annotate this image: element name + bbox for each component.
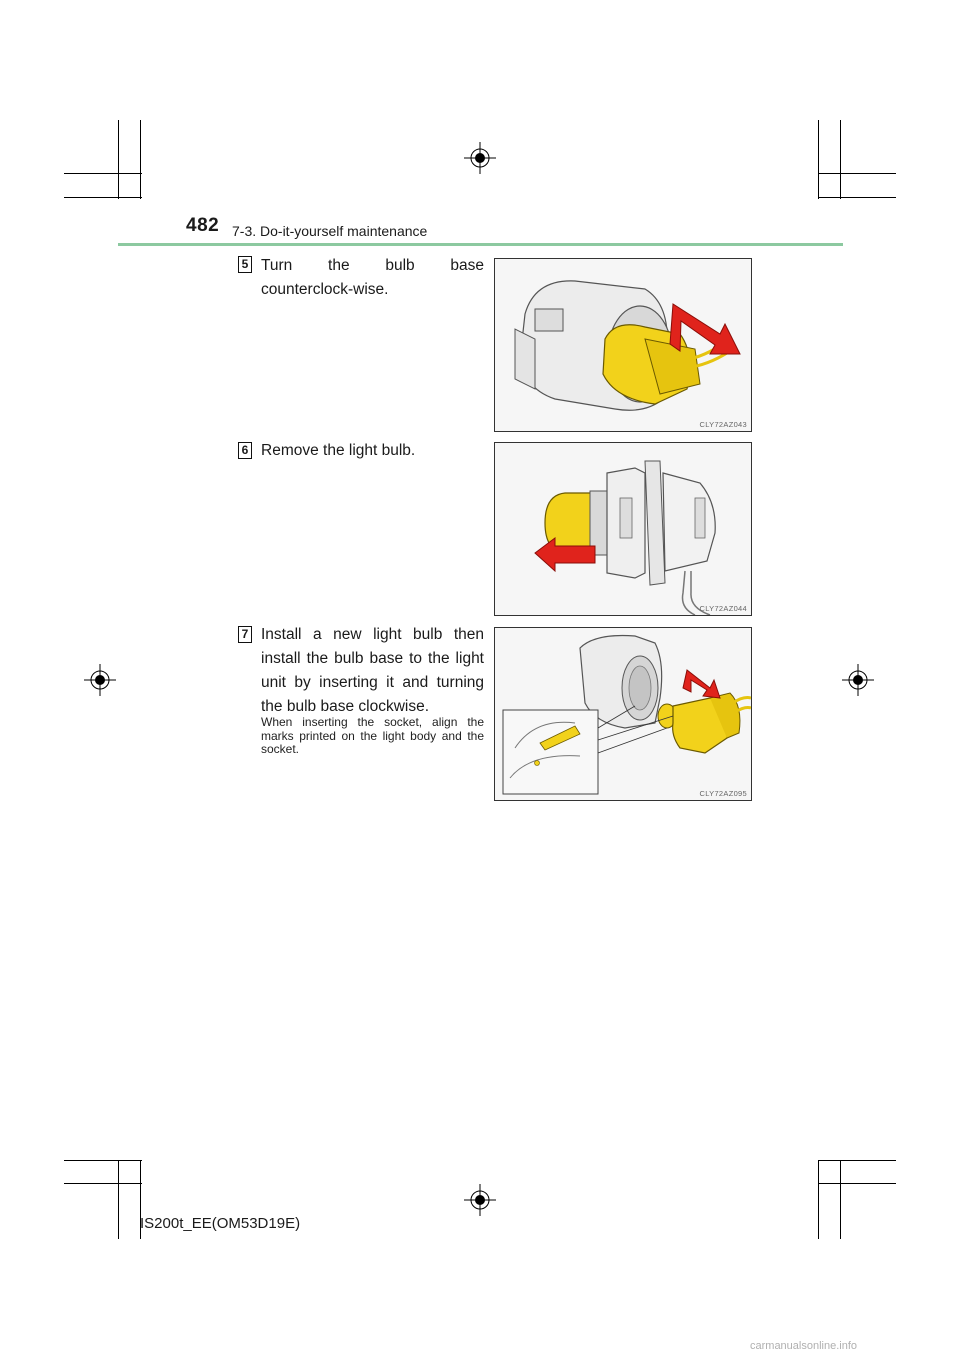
crop-mark-icon bbox=[818, 1183, 896, 1184]
crop-mark-icon bbox=[818, 1160, 819, 1239]
section-title: 7-3. Do-it-yourself maintenance bbox=[232, 223, 428, 239]
figure-code: CLY72AZ095 bbox=[699, 789, 747, 798]
step-instruction: Turn the bulb base counterclock-wise. bbox=[261, 257, 484, 298]
crop-mark-icon bbox=[840, 1160, 841, 1239]
registration-mark-icon bbox=[464, 142, 496, 174]
step-instruction: Remove the light bulb. bbox=[261, 442, 416, 459]
step-number: 5 bbox=[238, 256, 252, 273]
crop-mark-icon bbox=[118, 120, 119, 199]
figure-code: CLY72AZ043 bbox=[699, 420, 747, 429]
watermark: carmanualsonline.info bbox=[750, 1340, 858, 1352]
crop-mark-icon bbox=[64, 173, 142, 174]
crop-mark-icon bbox=[818, 120, 819, 199]
crop-mark-icon bbox=[64, 1160, 142, 1161]
page-number: 482 bbox=[186, 215, 220, 236]
step-number: 6 bbox=[238, 442, 252, 459]
figure-remove-bulb bbox=[494, 442, 752, 616]
step-instruction: Install a new light bulb then install the bulb base to the light unit by inserting it and turning the bulb base clockwise. bbox=[261, 626, 484, 715]
step-note: When inserting the socket, align the marks printed on the light body and the socket. bbox=[261, 715, 484, 756]
crop-mark-icon bbox=[64, 1183, 142, 1184]
crop-mark-icon bbox=[818, 173, 896, 174]
step-number: 7 bbox=[238, 626, 252, 643]
crop-mark-icon bbox=[840, 120, 841, 199]
registration-mark-icon bbox=[84, 664, 116, 696]
document-code: IS200t_EE(OM53D19E) bbox=[140, 1215, 301, 1232]
crop-mark-icon bbox=[64, 197, 142, 198]
crop-mark-icon bbox=[118, 1160, 119, 1239]
figure-install-bulb bbox=[494, 627, 752, 801]
registration-mark-icon bbox=[842, 664, 874, 696]
crop-mark-icon bbox=[818, 1160, 896, 1161]
crop-mark-icon bbox=[818, 197, 896, 198]
registration-mark-icon bbox=[464, 1184, 496, 1216]
figure-code: CLY72AZ044 bbox=[699, 604, 747, 613]
header-rule bbox=[118, 243, 843, 246]
figure-turn-bulb-base bbox=[494, 258, 752, 432]
crop-mark-icon bbox=[140, 120, 141, 199]
